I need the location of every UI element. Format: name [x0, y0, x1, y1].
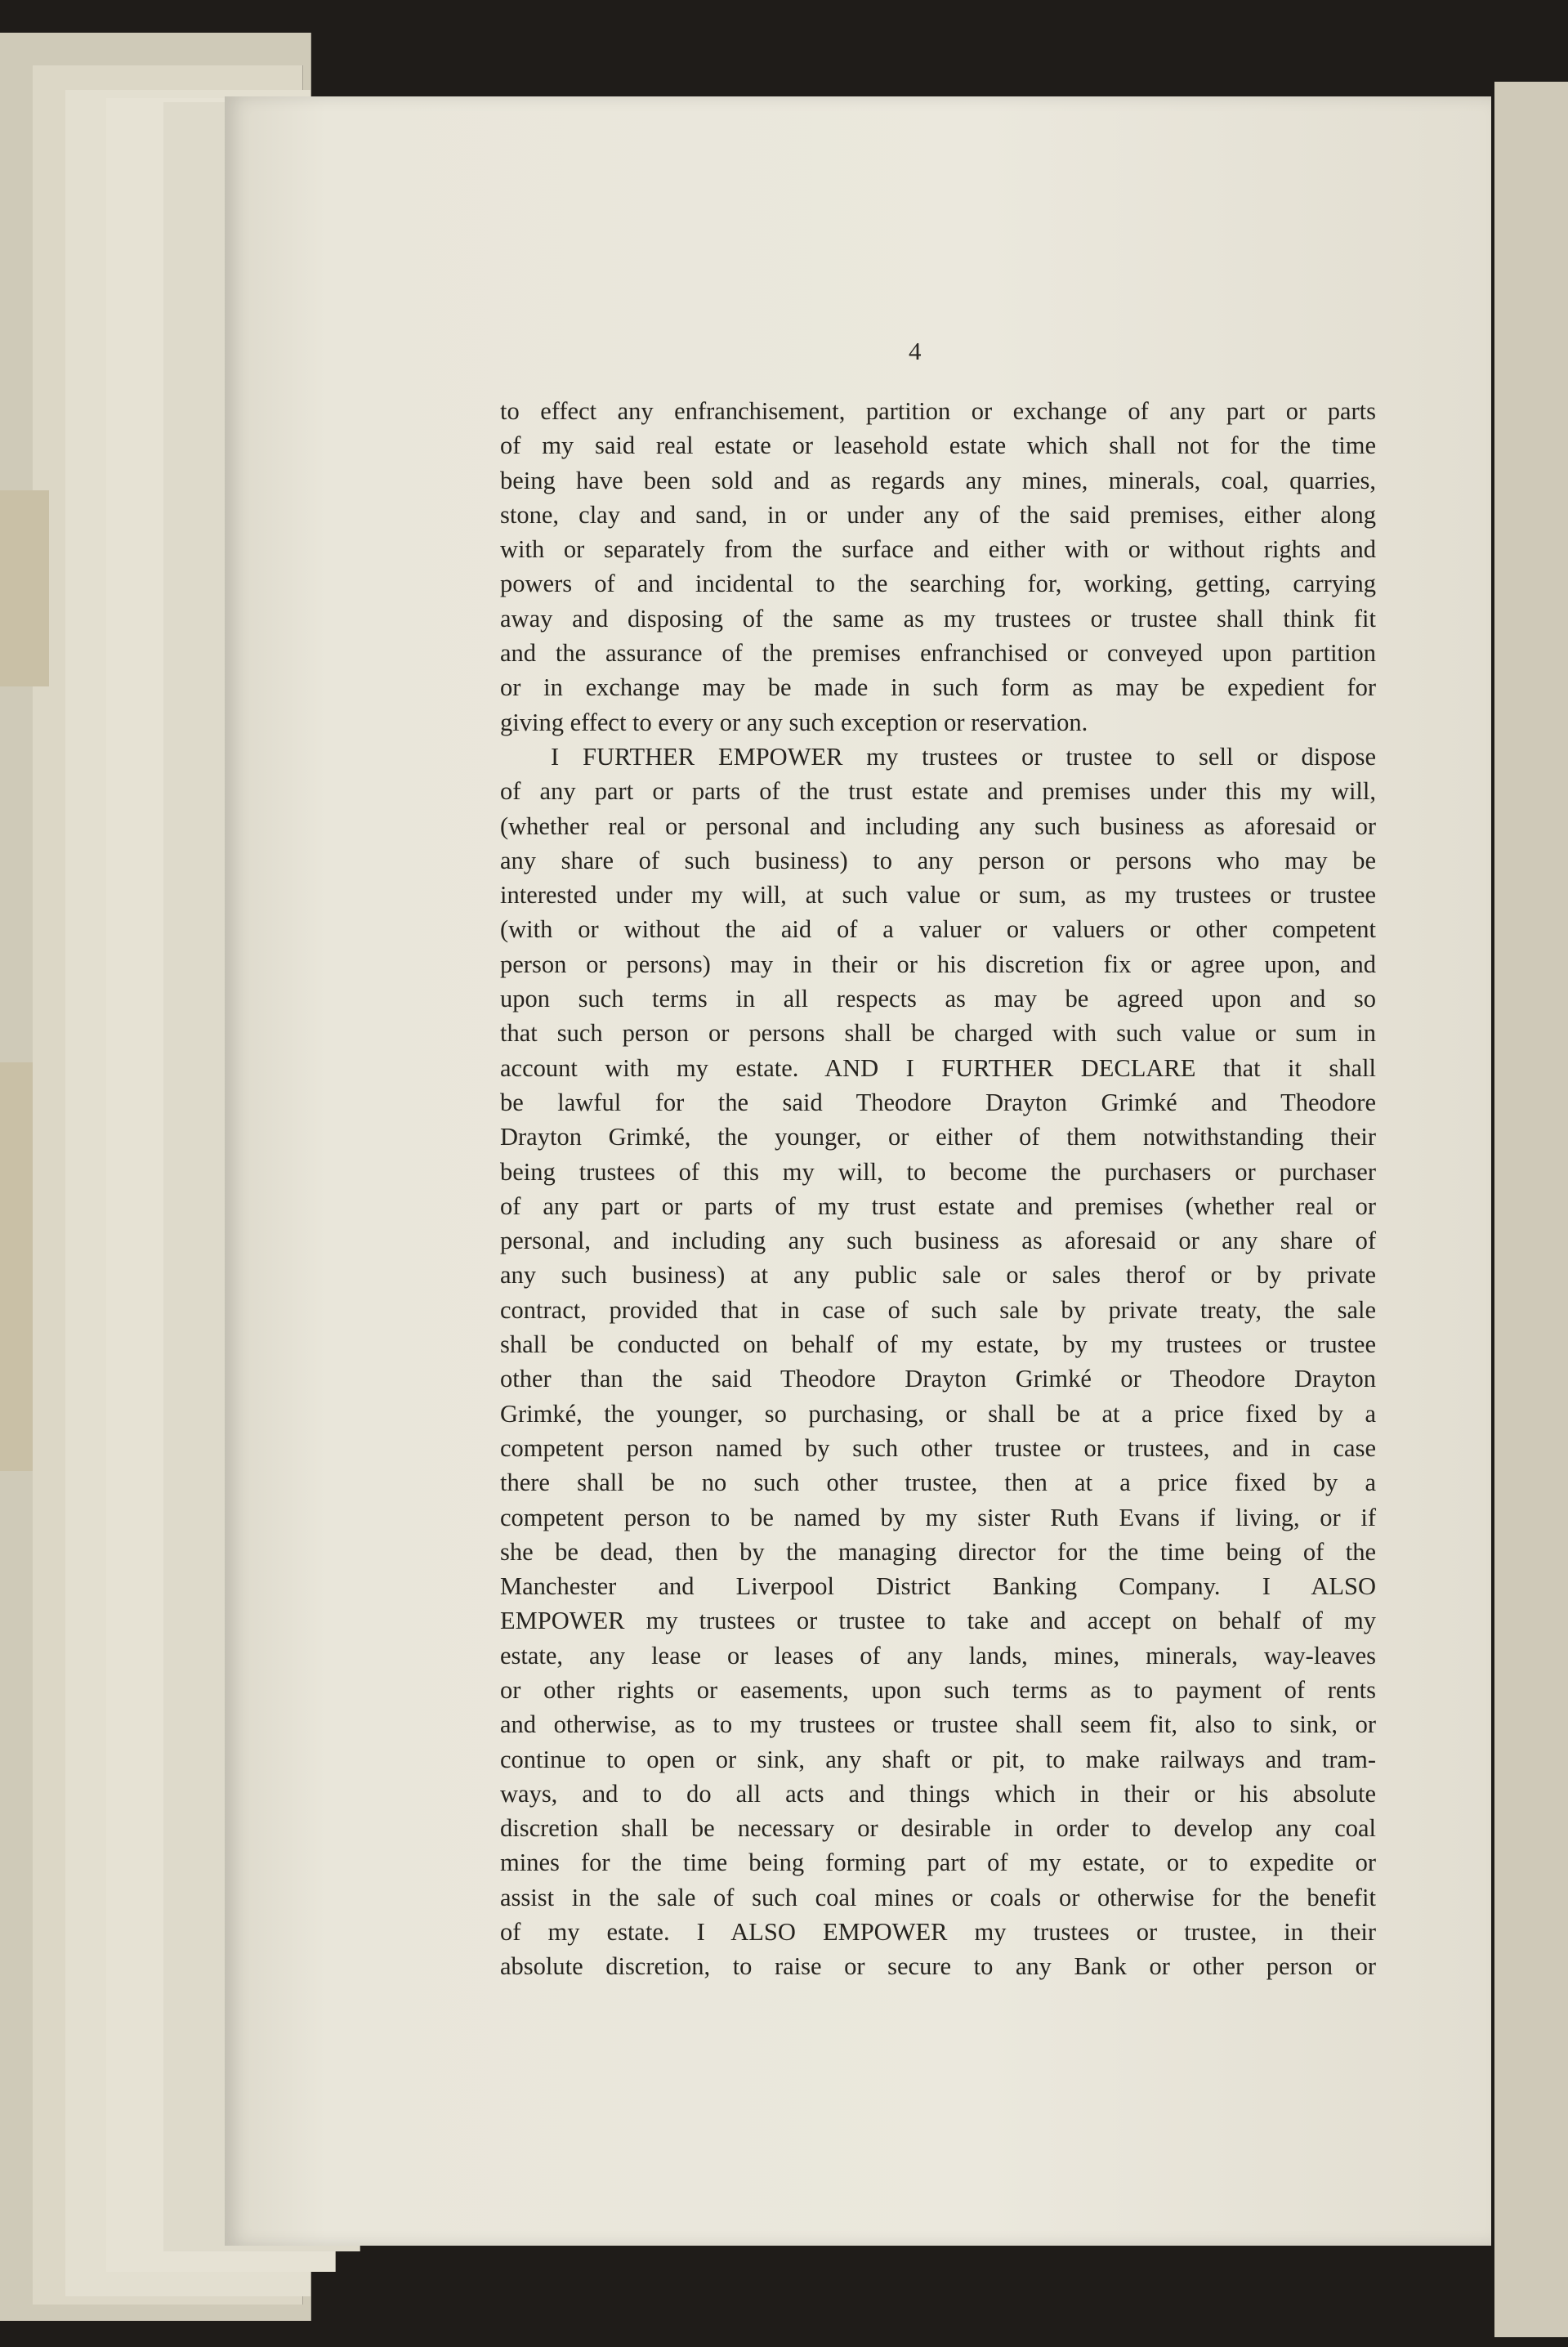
text-line-content: be lawful for the said Theodore Drayton Grimké and Theodore [500, 1088, 1376, 1116]
text-line [500, 1465, 1376, 1500]
text-line [500, 1603, 1376, 1638]
text-line [500, 1051, 1376, 1085]
text-line-content: stone, clay and sand, in or under any of the said premises, either along [500, 500, 1376, 529]
text-line-content: any share of such business) to any person or persons who may be [500, 846, 1376, 874]
text-line [500, 1431, 1376, 1465]
paper-tab [0, 1062, 33, 1471]
text-line [500, 774, 1376, 808]
text-line [500, 1361, 1376, 1396]
text-line [500, 981, 1376, 1016]
text-line-content: being trustees of this my will, to become the purchasers or purchaser [500, 1157, 1376, 1186]
text-line [500, 498, 1376, 532]
text-line [500, 1638, 1376, 1673]
text-line [500, 636, 1376, 670]
text-line-content: giving effect to every or any such exception or reservation. [500, 708, 1088, 736]
text-line-content: of any part or parts of my trust estate and premises (whether real or [500, 1191, 1376, 1220]
text-line-content: interested under my will, at such value or sum, as my trustees or trustee [500, 881, 1376, 910]
text-line [500, 1742, 1376, 1777]
text-line-content: and the assurance of the premises enfranchised or conveyed upon partition [500, 639, 1376, 668]
text-line [500, 394, 1376, 428]
text-line [500, 1707, 1376, 1741]
text-line-content: Grimké, the younger, so purchasing, or shall be at a price fixed by a [500, 1399, 1376, 1428]
text-line-content: with or separately from the surface and either with or without rights and [500, 535, 1376, 564]
text-line [500, 463, 1376, 498]
text-line-content: absolute discretion, to raise or secure to any Bank or other person or [500, 1952, 1376, 1981]
text-line-content: continue to open or sink, any shaft or pit, to make railways and tram- [500, 1745, 1376, 1773]
text-line-content: of any part or parts of the trust estate and premises under this my will, [500, 777, 1376, 806]
text-line-content: or in exchange may be made in such form as may be expedient for [500, 673, 1376, 702]
text-line-content: competent person named by such other trustee or trustees, and in case [500, 1433, 1376, 1462]
text-line-content: I FURTHER EMPOWER my trustees or trustee to sell or dispose [551, 742, 1376, 771]
text-line-content: estate, any lease or leases of any lands, mines, minerals, way-leaves [500, 1641, 1376, 1670]
text-line-content: discretion shall be necessary or desirable in order to develop any coal [500, 1814, 1376, 1843]
text-line-content: that such person or persons shall be charged with such value or sum in [500, 1019, 1376, 1048]
text-line-content: of my estate. I ALSO EMPOWER my trustees or trustee, in their [500, 1918, 1376, 1947]
text-line [500, 1915, 1376, 1949]
text-line [500, 843, 1376, 878]
text-line-content: person or persons) may in their or his discretion fix or agree upon, and [500, 950, 1376, 978]
paper-tab [0, 490, 49, 686]
text-line-content: Manchester and Liverpool District Banking Company. I ALSO [500, 1572, 1376, 1601]
text-line [500, 1811, 1376, 1845]
text-line [500, 532, 1376, 566]
text-line-content: shall be conducted on behalf of my estate, by my trustees or trustee [500, 1330, 1376, 1359]
text-line-content: mines for the time being forming part of my estate, or to expedite or [500, 1849, 1376, 1877]
text-line-content: Drayton Grimké, the younger, or either of them notwithstanding their [500, 1123, 1376, 1151]
text-line [500, 1016, 1376, 1050]
text-line-content: and otherwise, as to my trustees or trustee shall seem fit, also to sink, or [500, 1710, 1376, 1739]
text-line [500, 1535, 1376, 1569]
text-line [500, 1120, 1376, 1154]
text-line-content: to effect any enfranchisement, partition or exchange of any part or parts [500, 397, 1376, 425]
text-line [500, 1085, 1376, 1120]
page-number: 4 [909, 337, 922, 365]
text-line-content: powers of and incidental to the searching for, working, getting, carrying [500, 570, 1376, 598]
text-line [500, 1949, 1376, 1983]
text-line-content: upon such terms in all respects as may be agreed upon and so [500, 985, 1376, 1013]
text-line [500, 601, 1376, 636]
text-line-content: EMPOWER my trustees or trustee to take and accept on behalf of my [500, 1607, 1376, 1635]
document-body [500, 394, 1376, 1984]
text-line [500, 1569, 1376, 1603]
text-line [500, 1327, 1376, 1361]
text-line [500, 1293, 1376, 1327]
text-line [500, 740, 1376, 774]
text-line [500, 1777, 1376, 1811]
text-line-content: contract, provided that in case of such sale by private treaty, the sale [500, 1295, 1376, 1324]
text-line [500, 1880, 1376, 1915]
text-line [500, 1845, 1376, 1880]
text-line [500, 878, 1376, 912]
text-line-content: competent person to be named by my sister Ruth Evans if living, or if [500, 1503, 1376, 1531]
text-line-content: personal, and including any such business as aforesaid or any share of [500, 1227, 1376, 1255]
text-line [500, 705, 1376, 740]
text-line-content: there shall be no such other trustee, then at a price fixed by a [500, 1469, 1376, 1497]
text-line [500, 566, 1376, 601]
text-line-content: being have been sold and as regards any mines, minerals, coal, quarries, [500, 466, 1376, 494]
text-line-content: account with my estate. AND I FURTHER DECLARE that it shall [500, 1053, 1376, 1082]
text-line-content: any such business) at any public sale or sales therof or by private [500, 1261, 1376, 1290]
text-line [500, 912, 1376, 946]
text-line [500, 670, 1376, 704]
text-line-content: of my said real estate or leasehold estate which shall not for the time [500, 431, 1376, 460]
text-line [500, 1155, 1376, 1189]
text-line [500, 947, 1376, 981]
text-line-content: away and disposing of the same as my trustees or trustee shall think fit [500, 604, 1376, 633]
text-line-content: (with or without the aid of a valuer or valuers or other competent [500, 915, 1376, 944]
next-page-edge [1494, 82, 1568, 2337]
text-line-content: assist in the sale of such coal mines or coals or otherwise for the benefit [500, 1883, 1376, 1911]
text-line [500, 1258, 1376, 1292]
text-line [500, 809, 1376, 843]
text-line [500, 1673, 1376, 1707]
text-line [500, 1223, 1376, 1258]
text-line-content: other than the said Theodore Drayton Grimké or Theodore Drayton [500, 1365, 1376, 1393]
text-line [500, 1397, 1376, 1431]
text-line [500, 1189, 1376, 1223]
text-line [500, 428, 1376, 463]
text-line-content: ways, and to do all acts and things which in their or his absolute [500, 1779, 1376, 1808]
text-line-content: she be dead, then by the managing director for the time being of the [500, 1537, 1376, 1566]
text-line [500, 1500, 1376, 1535]
text-line-content: or other rights or easements, upon such terms as to payment of rents [500, 1675, 1376, 1704]
text-line-content: (whether real or personal and including any such business as aforesaid or [500, 811, 1376, 840]
